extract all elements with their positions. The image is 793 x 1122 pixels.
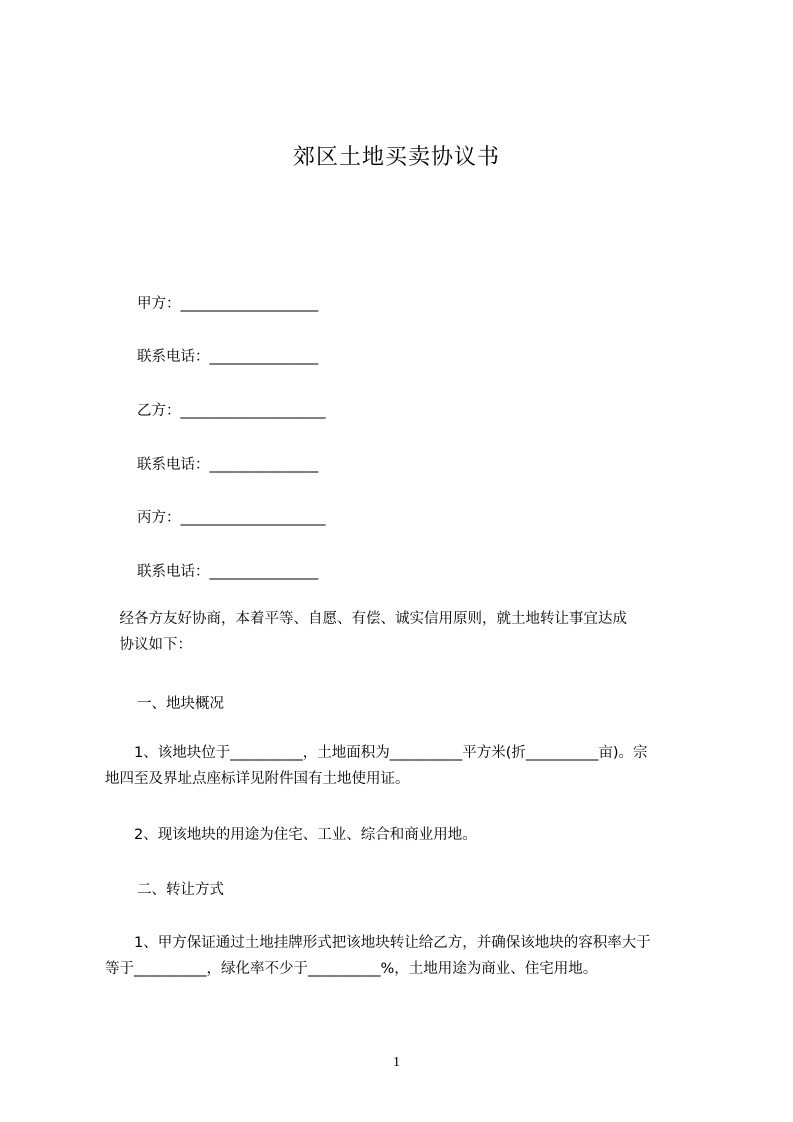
section-1-item-2-line: 2、现该地块的用途为住宅、工业、综合和商业用地。	[105, 827, 477, 843]
party-c-phone-line: 联系电话：_______________	[137, 564, 319, 580]
section-2-item-1-line-2: 等于__________，绿化率不少于__________%，土地用途为商业、住宅用地。	[105, 961, 598, 977]
section-2-heading: 二、转让方式	[137, 882, 224, 898]
section-1-item-1-line-2: 地四至及界址点座标详见附件国有土地使用证。	[105, 771, 410, 787]
party-a-phone-line: 联系电话：_______________	[137, 349, 319, 365]
party-a-line: 甲方：___________________	[137, 296, 319, 312]
section-2-item-1-line-1: 1、甲方保证通过土地挂牌形式把该地块转让给乙方，并确保该地块的容积率大于	[105, 935, 651, 951]
intro-paragraph	[105, 606, 705, 658]
intro-line-1: 经各方友好协商，本着平等、自愿、有偿、诚实信用原则，就土地转让事宜达成	[105, 611, 627, 627]
section-1-item-2	[105, 822, 705, 848]
section-1-item-1-line-1: 1、该地块位于__________，土地面积为__________平方米(折__________亩)。宗	[105, 745, 648, 761]
section-1-heading: 一、地块概况	[137, 696, 224, 712]
party-c-line: 丙方：____________________	[137, 510, 326, 526]
section-2-item-1	[105, 930, 705, 982]
document-title: 郊区土地买卖协议书	[292, 145, 500, 170]
section-1-item-1	[105, 740, 705, 792]
intro-line-2: 协议如下：	[105, 637, 192, 653]
page-number: 1	[393, 1055, 400, 1070]
party-b-line: 乙方：____________________	[137, 403, 326, 419]
party-b-phone-line: 联系电话：_______________	[137, 457, 319, 473]
